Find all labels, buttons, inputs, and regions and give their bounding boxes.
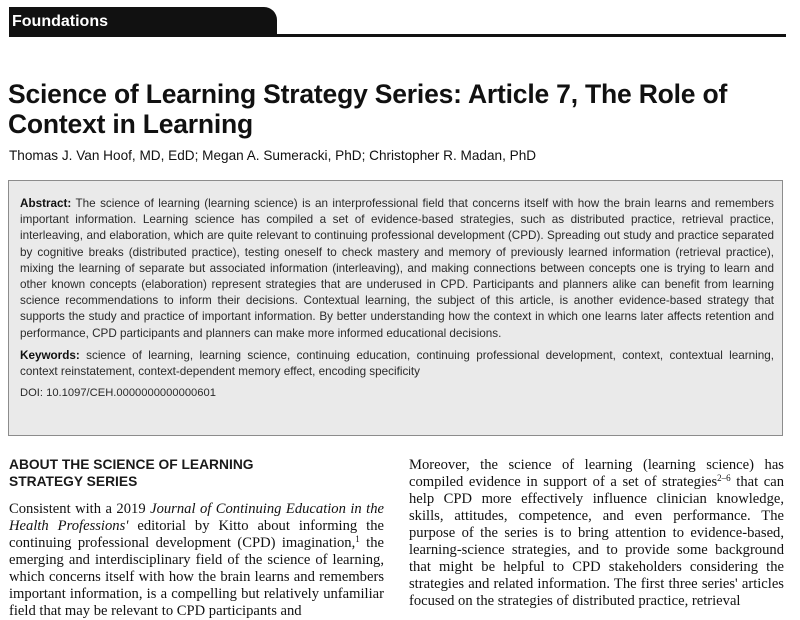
reference-marker[interactable]: 2–6: [717, 473, 731, 483]
reference-marker[interactable]: 1: [355, 534, 360, 544]
abstract-text: The science of learning (learning science) is an interprofessional field that concerns itself with how the brain learns and remembers important information. Learning science has compiled a set of evidence-based strategies, such as distributed practice, retrieval practice, interleaving, and elaboration, which are quite relevant to continuing professional development (CPD). Spreading out study and practice separated by cognitive breaks (distributed practice), testing oneself to check mastery and memory of previously learned information (retrieval practice), mixing the learning of separate but associated information (interleaving), and making connections between concepts one is trying to learn and other known concepts (elaboration) represent strategies that are underused in CPD. Participants and planners alike can benefit from learning science recommendations to inform their decisions. Contextual learning, the subject of this article, is another evidence-based strategy that supports the study and practice of important information. By better understanding how the context in which one learns later affects retention and performance, CPD participants and planners can make more informed educational decisions.: [20, 197, 774, 340]
keywords-label: Keywords:: [20, 348, 80, 362]
right-paragraph: [409, 457, 784, 610]
abstract-box: [8, 180, 783, 436]
left-text-mid: editorial by Kitto about informing the continuing professional development (CPD) imagination,: [9, 518, 384, 551]
body-left-column: [9, 456, 384, 620]
keywords-paragraph: [20, 348, 774, 380]
left-paragraph: [9, 501, 384, 620]
left-text-start: Consistent with a 2019: [9, 501, 151, 517]
left-text-end: the emerging and interdisciplinary field of the science of learning, which concerns itself with how the brain learns and remembers important information, is a compelling but relatively unfamiliar field that may be relevant to CPD participants and: [9, 535, 384, 619]
journal-name: Journal of Continuing Education in the Health Professions': [9, 501, 384, 534]
right-text-end: that can help CPD more effectively influence clinician knowledge, skills, attitudes, competence, and even performance. The purpose of the series is to bring attention to evidence-based, learning-science strategies, and to provide some background that might be helpful to CPD stakeholders considering the strategies and related information. The first three series' articles focused on the strategies of distributed practice, retrieval: [409, 474, 784, 609]
section-heading: ABOUT THE SCIENCE OF LEARNING STRATEGY SERIES: [9, 457, 254, 489]
body-right-column: [409, 457, 784, 610]
abstract-paragraph: [20, 196, 774, 342]
article-doi: DOI: 10.1097/CEH.0000000000000601: [20, 387, 216, 400]
article-authors: Thomas J. Van Hoof, MD, EdD; Megan A. Sumeracki, PhD; Christopher R. Madan, PhD: [9, 148, 537, 163]
keywords-text: science of learning, learning science, continuing education, continuing professional development, context, contextual learning, context reinstatement, context-dependent memory effect, encoding specificity: [20, 348, 774, 379]
right-text-start: Moreover, the science of learning (learning science) has compiled evidence in support of a set of strategies: [409, 457, 784, 490]
abstract-label: Abstract:: [20, 197, 72, 210]
header-rule: [9, 34, 786, 37]
section-tab: Foundations: [9, 7, 277, 37]
article-title: Science of Learning Strategy Series: Article 7, The Role of Context in Learning: [8, 79, 728, 139]
